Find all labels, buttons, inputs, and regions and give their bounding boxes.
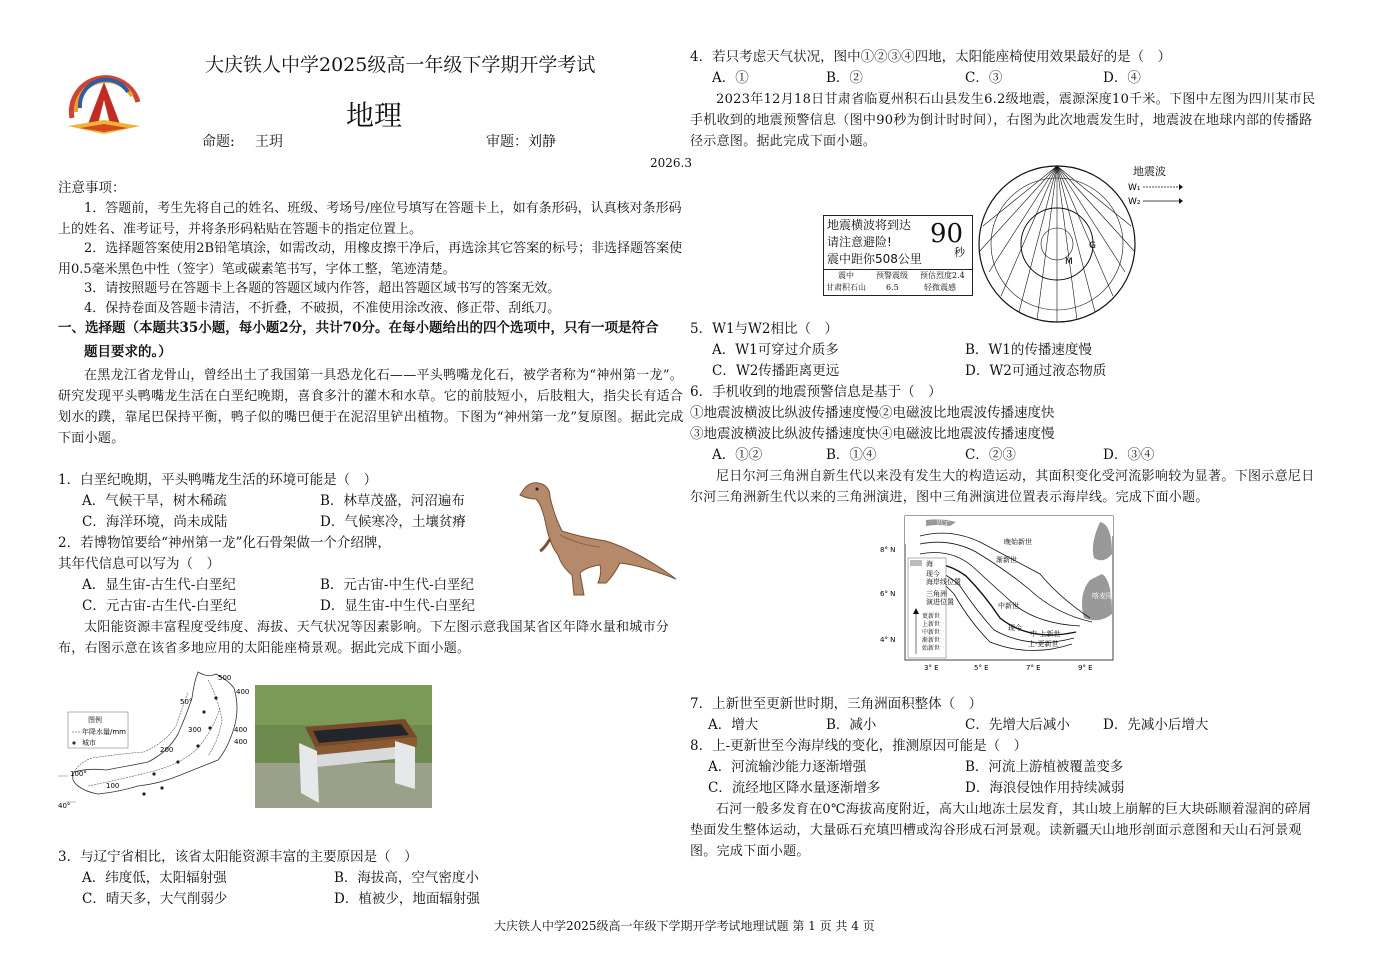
delta-era: 上新世 [922,621,941,628]
alert-header: 预估烈度2.4 [920,271,965,280]
countdown-number: 90 [930,219,964,249]
q4-option-d[interactable]: D．④ [1103,70,1141,86]
q4-option-a[interactable]: A．① [712,70,749,86]
q1-option-c[interactable]: C．海洋环境，尚未成陆 [82,514,228,530]
q6-option-b[interactable]: B．①④ [826,447,877,463]
exam-date: 2026.3 [650,156,692,170]
delta-lat: 8° N [880,546,896,554]
province-precip-map [58,668,253,813]
section-title-cont: 题目要求的。） [84,344,172,360]
delta-lat: 4° N [880,636,896,644]
notice-item: 4．保持卷面及答题卡清洁，不折叠，不破损，不准使用涂改液、修正带、刮纸刀。 [84,301,561,316]
delta-label: 中新世 [998,602,1019,610]
school-title: 大庆铁人中学2025级高一年级下学期开学考试 [205,54,596,76]
map-legend-city: 城市 [82,739,96,747]
contour-label: 400 [234,738,248,746]
wave-w2-label: W₂ [1128,197,1141,207]
passage-solar: 太阳能资源丰富程度受纬度、海拔、天气状况等因素影响。下左图示意我国某省区年降水量和城市分布，右图示意在该省多地应用的太阳能座椅景观。据此完成下面小题。 [58,620,670,656]
author-name: 王玥 [255,134,283,150]
q2-option-c[interactable]: C．元古宙-古生代-白垩纪 [82,598,237,614]
delta-lat: 6° N [880,590,896,598]
contour-label: 400 [234,726,248,734]
q2-option-a[interactable]: A．显生宙-古生代-白垩纪 [82,577,236,593]
quake-alert-box [823,215,973,296]
contour-label: 100 [106,782,120,790]
wave-g-label: G [1089,241,1096,251]
q7-stem: 7．上新世至更新世时期，三角洲面积整体（ ） [690,696,983,712]
q1-option-a[interactable]: A．气候干旱，树木稀疏 [82,493,227,509]
passage-earthquake: 2023年12月18日甘肃省临夏州积石山县发生6.2级地震，震源深度10千米。下图中左图为四川某市民手机收到的地震预警信息（图中90秒为倒计时时间），右图为此次地震发生时，地震波在地球内部的传播路径示意图。据此完成下面小题。 [690,92,1316,149]
wave-title: 地震波 [1133,165,1166,178]
alert-line: 请注意避险! [827,235,892,249]
q3-option-c[interactable]: C．晴天多，大气削弱少 [82,891,228,907]
alert-value: 甘肃积石山 [826,283,866,292]
q7-option-d[interactable]: D．先减小后增大 [1103,717,1209,733]
countdown-unit: 秒 [954,246,965,259]
delta-era: 中新世 [922,629,941,636]
delta-era: 渐新世 [922,637,941,644]
seismic-wave-diagram [975,156,1185,324]
q2-stem: 2．若博物馆要给“神州第一龙”化石骨架做一个介绍牌， [58,535,391,551]
q8-option-d[interactable]: D．海浪侵蚀作用持续减弱 [965,780,1125,796]
notice-item: 1．答题前，考生先将自己的姓名、班级、考场号/座位号填写在答题卡上，如有条形码，认真核对条形码上的姓名、准考证号，并将条形码粘贴在答题卡的指定位置上。 [58,201,682,237]
q3-option-d[interactable]: D．植被少，地面辐射强 [334,891,480,907]
alert-value: 6.5 [886,283,899,292]
q4-stem: 4．若只考虑天气状况，图中①②③④四地，太阳能座椅使用效果最好的是（ ） [690,49,1172,65]
subject-title: 地理 [346,99,403,132]
section-title: 一、选择题（本题共35小题，每小题2分，共计70分。在每小题给出的四个选项中，只有一项是符合 [58,320,659,336]
delta-legend: 三角洲 [926,590,947,598]
q5-option-c[interactable]: C．W2传播距离更远 [712,363,840,379]
passage-dinosaur: 在黑龙江省龙骨山，曾经出土了我国第一具恐龙化石——平头鸭嘴龙化石，被学者称为“神州第一龙”。研究发现平头鸭嘴龙生活在白垩纪晚期，喜食多汁的灌木和水草。它的前肢短小，后肢粗大，指尖长有适合划水的蹼，靠尾巴保持平衡，鸭子似的嘴巴便于在泥沼里铲出植物。下图为“神州第一龙”复原图。据此完成下面小题。 [58,368,684,446]
alert-header: 预警震级 [876,271,908,280]
school-logo [58,62,150,142]
delta-legend: 演进位置 [926,598,954,606]
q5-stem: 5．W1与W2相比（ ） [690,321,839,337]
delta-place: 贝宁 [936,518,950,526]
alert-header: 震中 [838,271,854,280]
contour-label: 400 [236,688,250,696]
notice-title: 注意事项： [58,180,126,196]
notice-item: 3．请按照题号在答题卡上各题的答题区域内作答，超出答题区域书写的答案无效。 [84,281,561,296]
reviewer: 审题：刘静 [486,134,556,150]
q2-option-d[interactable]: D．显生宙-中生代-白垩纪 [320,598,475,614]
alert-line: 地震横波将到达 [827,218,912,232]
contour-label: 300 [188,726,202,734]
contour-label: 200 [160,746,174,754]
q1-option-d[interactable]: D．气候寒冷，土壤贫瘠 [320,514,466,530]
q8-stem: 8．上-更新世至今海岸线的变化，推测原因可能是（ ） [690,738,1028,754]
lat-label: 50° [180,698,193,706]
delta-lon: 5° E [974,664,989,672]
dinosaur-image [510,475,680,600]
q2-option-b[interactable]: B．元古宙-中生代-白垩纪 [320,577,475,593]
notice-item: 2．选择题答案使用2B铅笔填涂，如需改动，用橡皮擦干净后，再选涂其它答案的标号；非选择题答案使用0.5毫米黑色中性（签字）笔或碳素笔书写，字体工整，笔迹清楚。 [58,241,683,277]
q5-option-b[interactable]: B．W1的传播速度慢 [965,342,1092,358]
q6-option-c[interactable]: C．②③ [965,447,1016,463]
delta-place: 喀麦隆 [1092,592,1113,600]
delta-legend: 海 [926,560,933,568]
q6-option-a[interactable]: A．①② [712,447,763,463]
q7-option-c[interactable]: C．先增大后减小 [965,717,1070,733]
delta-legend: 现今 [926,570,940,578]
niger-delta-map [880,514,1130,676]
delta-label: 现今 [1008,624,1022,632]
delta-era: 始新世 [922,645,941,652]
lat-label: 40° [58,802,71,810]
solar-bench-photo [255,685,432,808]
passage-stone-river: 石河一般多发育在0℃海拔高度附近，高大山地冻土层发育，其山坡上崩解的巨大块砾顺着湿润的碎屑垫面发生整体运动，大量砾石充填凹槽或沟谷形成石河景观。读新疆天山地形剖面示意图和天山石河景观图。完成下面小题。 [690,802,1312,859]
lon-label: 100° [70,770,87,778]
passage-niger-delta: 尼日尔河三角洲自新生代以来没有发生大的构造运动，其面积变化受河流影响较为显著。下图示意尼日尔河三角洲新生代以来的三角洲演进，图中三角洲演进位置表示海岸线。完成下面小题。 [690,469,1315,505]
q4-option-c[interactable]: C．③ [965,70,1003,86]
q3-option-b[interactable]: B．海拔高，空气密度小 [334,870,479,886]
map-legend-precip: 年降水量/mm [82,728,126,736]
delta-label: 渐新世 [996,556,1017,564]
q6-option-d[interactable]: D．③④ [1103,447,1155,463]
delta-lon: 3° E [924,664,939,672]
q8-option-b[interactable]: B．河流上游植被覆盖变多 [965,759,1124,775]
delta-label: 上-更新世 [1028,640,1059,648]
q4-option-b[interactable]: B．② [826,70,863,86]
q5-option-a[interactable]: A．W1可穿过介质多 [712,342,839,358]
map-legend-title: 图例 [88,716,102,724]
q3-option-a[interactable]: A．纬度低，太阳辐射强 [82,870,227,886]
q8-option-c[interactable]: C．流经地区降水量逐渐增多 [708,780,881,796]
q7-option-b[interactable]: B．减小 [826,717,877,733]
page-footer: 大庆铁人中学2025级高一年级下学期开学考试地理试题 第 1 页 共 4 页 [494,919,875,933]
q7-option-a[interactable]: A．增大 [708,717,759,733]
q2-stem-cont: 其年代信息可以写为（ ） [58,556,220,572]
q6-statement: ①地震波横波比纵波传播速度慢②电磁波比地震波传播速度快 [690,405,1055,421]
alert-line: 震中距你508公里 [827,252,922,266]
q5-option-d[interactable]: D．W2可通过液态物质 [965,363,1107,379]
wave-w1-label: W₁ [1128,183,1141,193]
contour-label: 500 [218,674,232,682]
delta-label: 中-上新世 [1030,630,1061,638]
delta-era: 更新世 [922,613,941,620]
delta-legend: 海岸线位置 [926,578,961,586]
delta-lon: 7° E [1026,664,1041,672]
q3-stem: 3．与辽宁省相比，该省太阳能资源丰富的主要原因是（ ） [58,849,418,865]
delta-lon: 9° E [1078,664,1093,672]
q1-option-b[interactable]: B．林草茂盛，河沼遍布 [320,493,465,509]
wave-m-label: M [1065,257,1073,267]
author-label: 命题: [202,134,235,150]
alert-value: 轻微震感 [924,283,956,292]
q1-stem: 1．白垩纪晚期，平头鸭嘴龙生活的环境可能是（ ） [58,472,378,488]
q6-stem: 6．手机收到的地震预警信息是基于（ ） [690,384,942,400]
q8-option-a[interactable]: A．河流输沙能力逐渐增强 [708,759,867,775]
q6-statement: ③地震波横波比纵波传播速度快④电磁波比地震波传播速度慢 [690,426,1055,442]
delta-label: 晚始新世 [1004,538,1032,546]
